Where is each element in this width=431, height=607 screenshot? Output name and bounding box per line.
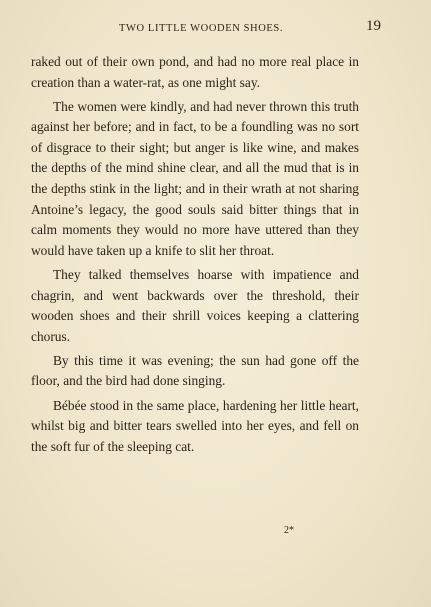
paragraph-2: The women were kindly, and had never thrown this truth against her before; and in fact, to be a foundling was no sort of disgrace to their sight; but anger is like wine, and makes the depths of the mind shine clear, and all the mud that is in the depths stink in the light; and in their wrath at not sharing Antoine’s legacy, the good souls said bitter things that in calm moments they would no more have uttered than they would have taken up a knife to slit her throat. — [31, 98, 359, 258]
body-text — [31, 52, 359, 461]
paragraph-3: They talked themselves hoarse with impatience and chagrin, and went backwards over the threshold, their wooden shoes and their shrill voices keeping a clattering chorus. — [31, 266, 359, 344]
signature-mark: 2* — [284, 525, 294, 536]
paragraph-1: raked out of their own pond, and had no more real place in creation than a water-rat, as one might say. — [31, 54, 359, 90]
page-number: 19 — [366, 18, 381, 34]
running-head: TWO LITTLE WOODEN SHOES. — [119, 23, 284, 34]
paragraph-5: Bébée stood in the same place, hardening her little heart, whilst big and bitter tears swelled into her eyes, and fell on the soft fur of the sleeping cat. — [31, 397, 359, 454]
paragraph-4: By this time it was evening; the sun had gone off the floor, and the bird had done singing. — [31, 352, 359, 389]
